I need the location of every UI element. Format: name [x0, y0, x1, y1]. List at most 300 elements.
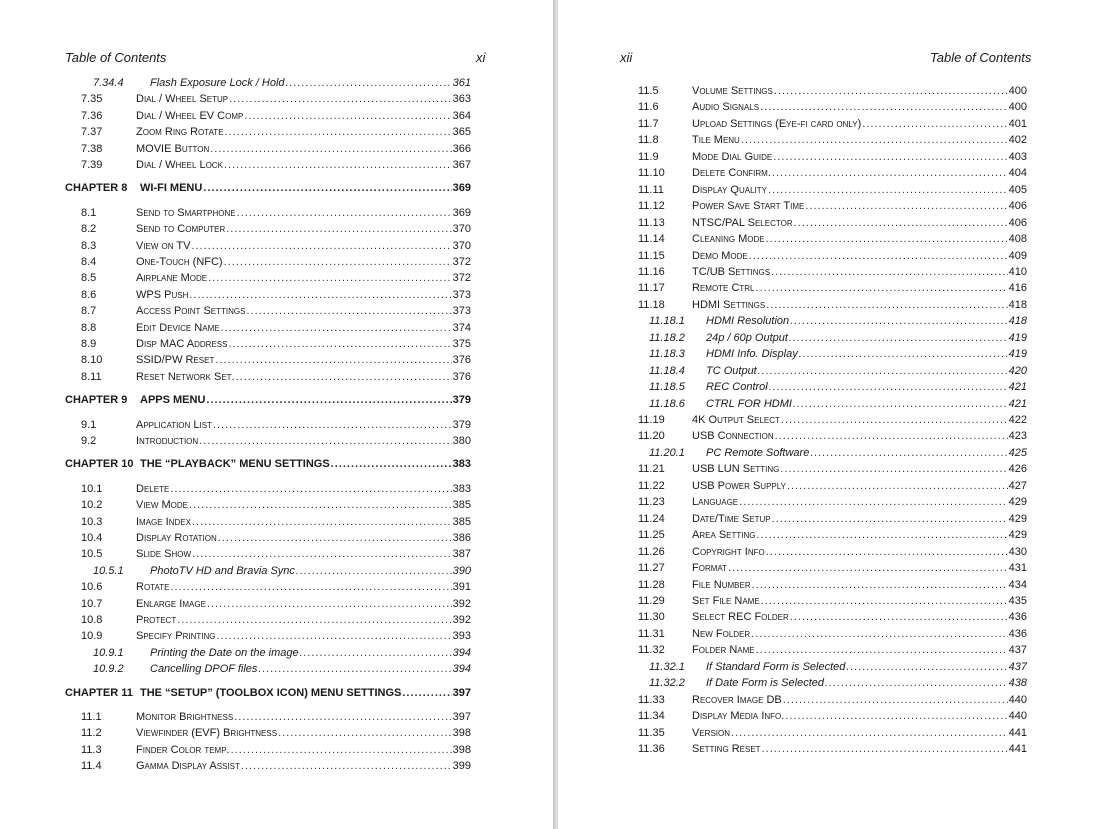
toc-entry[interactable] [638, 232, 1027, 247]
toc-entry[interactable] [638, 545, 1027, 560]
toc-entry[interactable] [93, 564, 471, 579]
toc-leader-dots [794, 216, 1008, 231]
toc-entry-number: CHAPTER 8 [65, 182, 128, 195]
toc-entry-page-number: 418 [1008, 298, 1027, 311]
toc-entry-number: 11.28 [638, 578, 665, 591]
toc-entry-title: Monitor Brightness [136, 711, 234, 723]
toc-entry-number: 11.27 [638, 562, 665, 575]
toc-entry-page-number: 373 [452, 288, 471, 301]
toc-entry-title: Setting Reset [692, 743, 761, 755]
toc-entry-number: CHAPTER 11 [65, 686, 133, 699]
toc-entry-number: 11.32 [638, 644, 665, 657]
toc-entry-page-number: 438 [1008, 677, 1027, 690]
toc-leader-dots [766, 545, 1008, 560]
toc-entry[interactable] [638, 133, 1027, 148]
toc-entry[interactable] [81, 580, 471, 595]
toc-leader-dots [758, 364, 1008, 379]
toc-entry[interactable] [638, 265, 1027, 280]
toc-entry-number: 11.33 [638, 693, 665, 706]
toc-entry[interactable] [638, 610, 1027, 625]
toc-entry-page-number: 375 [452, 338, 471, 350]
toc-entry[interactable] [81, 142, 471, 157]
toc-entry-page-number: 366 [452, 142, 471, 155]
toc-entry-number: 7.36 [81, 109, 103, 122]
toc-leader-dots [192, 547, 452, 562]
toc-entry-page-number: 394 [452, 646, 471, 659]
toc-entry-page-number: 399 [452, 760, 471, 773]
toc-entry-title: Language [692, 496, 739, 509]
toc-entry[interactable] [93, 76, 471, 91]
toc-entry-page-number: 420 [1008, 364, 1027, 377]
toc-entry-page-number: 427 [1008, 479, 1027, 492]
toc-entry[interactable] [81, 239, 471, 254]
toc-leader-dots [810, 446, 1007, 461]
toc-entry[interactable] [93, 662, 471, 677]
toc-leader-dots [741, 133, 1008, 148]
toc-entry-number: 11.14 [638, 233, 665, 246]
toc-entry-title: NTSC/PAL Selector [692, 216, 793, 229]
toc-entry-page-number: 372 [452, 256, 471, 268]
toc-entry[interactable] [638, 298, 1027, 313]
toc-entry-page-number: 440 [1008, 710, 1027, 723]
toc-entry-page-number: 400 [1008, 101, 1027, 114]
toc-entry-number: 11.18.4 [649, 364, 685, 377]
toc-entry-number: 11.29 [638, 594, 665, 607]
toc-entry[interactable] [81, 109, 471, 124]
toc-entry-page-number: 405 [1008, 183, 1027, 196]
toc-leader-dots [862, 117, 1007, 132]
toc-entry[interactable] [649, 676, 1027, 691]
toc-entry[interactable] [638, 166, 1027, 181]
toc-leader-dots [215, 353, 451, 368]
toc-leader-dots [296, 564, 452, 579]
toc-entry-page-number: 441 [1008, 726, 1027, 739]
toc-entry[interactable] [638, 528, 1027, 543]
toc-leader-dots [258, 662, 451, 677]
toc-entry[interactable] [638, 726, 1027, 741]
toc-entry-page-number: 416 [1008, 282, 1027, 295]
toc-entry-number: 11.25 [638, 529, 665, 542]
toc-leader-dots [728, 561, 1008, 576]
toc-entry-page-number: 398 [452, 743, 471, 756]
toc-entry-number: 11.16 [638, 265, 665, 278]
toc-entry[interactable] [649, 446, 1027, 461]
toc-leader-dots [300, 646, 452, 661]
toc-entry[interactable] [81, 92, 471, 107]
toc-entry-number: 8.3 [81, 239, 97, 252]
toc-entry[interactable] [638, 413, 1027, 428]
toc-entry[interactable] [81, 271, 471, 286]
toc-entry[interactable] [81, 206, 471, 221]
toc-entry-title: USB Connection [692, 430, 774, 443]
toc-entry-number: 9.2 [81, 435, 97, 447]
toc-entry-title: CTRL FOR HDMI [706, 397, 792, 410]
toc-entry-number: 11.6 [638, 101, 659, 114]
toc-entry-title: Flash Exposure Lock / Hold [150, 77, 285, 89]
toc-entry-page-number: 418 [1008, 315, 1027, 328]
toc-entry[interactable] [638, 479, 1027, 494]
toc-entry-page-number: 400 [1008, 85, 1027, 97]
left-header-title: Table of Contents [65, 50, 167, 65]
toc-leader-dots [234, 710, 451, 725]
toc-entry-page-number: 379 [452, 394, 471, 407]
toc-entry-number: CHAPTER 9 [65, 394, 128, 407]
toc-leader-dots [241, 759, 452, 774]
toc-entry[interactable] [638, 249, 1027, 264]
toc-entry[interactable] [649, 397, 1027, 412]
toc-entry[interactable] [638, 84, 1027, 99]
toc-leader-dots [757, 528, 1008, 543]
toc-entry-page-number: 374 [452, 321, 471, 334]
toc-entry-title: HDMI Settings [692, 298, 766, 311]
toc-entry-page-number: 394 [452, 663, 471, 676]
toc-entry[interactable] [638, 495, 1027, 510]
toc-entry-page-number: 422 [1008, 414, 1027, 426]
toc-entry-title: Select REC Folder [692, 611, 789, 624]
toc-entry-number: 11.22 [638, 479, 665, 492]
right-header-title: Table of Contents [930, 50, 1032, 65]
toc-entry-title: USB Power Supply [692, 479, 786, 492]
toc-chapter-entry[interactable] [65, 457, 471, 472]
toc-entry-number: 11.17 [638, 282, 665, 295]
toc-entry[interactable] [81, 353, 471, 368]
toc-entry[interactable] [81, 304, 471, 319]
toc-entry-title: Rotate [136, 581, 170, 594]
toc-leader-dots [781, 413, 1008, 428]
toc-entry[interactable] [638, 594, 1027, 609]
toc-entry[interactable] [638, 150, 1027, 165]
toc-entry-page-number: 379 [452, 418, 471, 431]
toc-leader-dots [331, 457, 452, 472]
toc-entry-title: Edit Device Name [136, 321, 220, 334]
toc-entry-page-number: 404 [1008, 167, 1027, 180]
toc-entry-page-number: 370 [452, 239, 471, 252]
toc-entry-page-number: 373 [452, 305, 471, 318]
toc-entry-page-number: 410 [1008, 265, 1027, 278]
toc-entry[interactable] [638, 117, 1027, 132]
toc-entry[interactable] [81, 629, 471, 644]
toc-entry[interactable] [638, 183, 1027, 198]
toc-entry[interactable] [638, 512, 1027, 527]
toc-entry[interactable] [638, 462, 1027, 477]
toc-entry-page-number: 425 [1008, 446, 1027, 459]
toc-entry-title: SSID/PW Reset [136, 354, 215, 367]
toc-entry-page-number: 361 [452, 77, 471, 89]
toc-entry-number: 11.13 [638, 216, 665, 229]
toc-entry[interactable] [638, 429, 1027, 444]
toc-entry-number: 11.11 [638, 183, 664, 196]
toc-entry-title: Send to Computer [136, 223, 226, 236]
toc-leader-dots [787, 479, 1008, 494]
toc-chapter-entry[interactable] [65, 181, 471, 196]
toc-entry[interactable] [81, 158, 471, 173]
toc-leader-dots [192, 515, 452, 530]
toc-leader-dots [793, 397, 1008, 412]
toc-entry[interactable] [81, 482, 471, 497]
toc-entry-page-number: 397 [452, 711, 471, 723]
toc-entry-number: 8.9 [81, 338, 97, 350]
toc-entry[interactable] [81, 370, 471, 385]
toc-entry[interactable] [638, 561, 1027, 576]
toc-entry[interactable] [638, 199, 1027, 214]
toc-entry-page-number: 419 [1008, 348, 1027, 361]
toc-entry-page-number: 393 [452, 630, 471, 643]
toc-chapter-entry[interactable] [65, 686, 471, 701]
toc-entry-title: Tile Menu [692, 134, 740, 147]
toc-entry-title: TC/UB Settings [692, 265, 771, 278]
toc-entry[interactable] [81, 531, 471, 546]
toc-entry-title: Send to Smartphone [136, 206, 236, 219]
toc-entry-title: Image Index [136, 515, 191, 528]
toc-leader-dots [751, 627, 1007, 642]
toc-entry-page-number: 419 [1008, 331, 1027, 344]
toc-entry-title: Delete [136, 482, 170, 495]
toc-leader-dots [237, 206, 452, 221]
toc-entry-number: 11.30 [638, 611, 665, 624]
toc-entry-page-number: 437 [1008, 644, 1027, 657]
toc-entry-number: 11.20 [638, 430, 665, 443]
toc-entry-title: If Standard Form is Selected [706, 660, 846, 673]
toc-entry[interactable] [81, 288, 471, 303]
toc-entry-number: 10.5 [81, 548, 103, 561]
toc-entry-number: 11.12 [638, 200, 665, 213]
toc-entry-number: 10.2 [81, 499, 103, 512]
toc-entry-number: 7.37 [81, 126, 103, 139]
toc-entry-number: 11.31 [638, 627, 665, 640]
left-page [0, 0, 553, 829]
toc-entry-number: 7.35 [81, 93, 103, 106]
toc-entry-page-number: 365 [452, 126, 471, 139]
toc-entry-number: 11.18.6 [649, 397, 685, 410]
toc-entry-number: 11.15 [638, 249, 665, 262]
toc-entry[interactable] [649, 314, 1027, 329]
toc-entry-number: 10.9.1 [93, 646, 124, 659]
toc-entry-page-number: 397 [452, 686, 471, 699]
toc-entry-number: 11.1 [81, 711, 102, 723]
toc-entry-title: Date/Time Setup [692, 512, 771, 525]
toc-entry-title: Printing the Date on the image [150, 646, 299, 659]
toc-entry-number: 10.9 [81, 630, 103, 643]
toc-entry-page-number: 390 [452, 564, 471, 577]
toc-entry-page-number: 435 [1008, 594, 1027, 607]
toc-entry-page-number: 430 [1008, 545, 1027, 558]
toc-entry-title: APPS MENU [140, 394, 206, 407]
toc-entry-number: 11.8 [638, 134, 659, 147]
toc-entry-page-number: 369 [452, 182, 471, 195]
toc-entry-page-number: 364 [452, 109, 471, 122]
toc-entry-number: 8.2 [81, 223, 97, 236]
toc-entry[interactable] [81, 498, 471, 513]
toc-entry-page-number: 385 [452, 499, 471, 512]
toc-leader-dots [773, 150, 1007, 165]
toc-entry[interactable] [638, 578, 1027, 593]
toc-entry-title: Display Rotation [136, 532, 217, 544]
toc-entry-page-number: 383 [452, 482, 471, 495]
toc-entry-number: 11.18.2 [649, 331, 685, 344]
toc-entry-number: 11.3 [81, 743, 102, 756]
toc-entry-number: 11.24 [638, 512, 665, 525]
toc-entry[interactable] [638, 709, 1027, 724]
toc-entry[interactable] [81, 515, 471, 530]
toc-entry[interactable] [81, 434, 471, 449]
toc-entry-number: 10.8 [81, 614, 103, 626]
toc-entry-number: 11.18.3 [649, 348, 685, 361]
toc-entry[interactable] [81, 222, 471, 237]
right-header-page-number: xii [620, 50, 633, 65]
toc-entry[interactable] [81, 337, 471, 352]
toc-entry-title: Remote Ctrl [692, 282, 755, 295]
toc-leader-dots [766, 298, 1007, 313]
toc-entry[interactable] [81, 418, 471, 433]
toc-leader-dots [402, 686, 451, 701]
toc-entry-title: File Number [692, 578, 751, 591]
toc-entry[interactable] [638, 643, 1027, 658]
toc-leader-dots [783, 693, 1008, 708]
toc-entry-number: 8.10 [81, 354, 103, 367]
toc-leader-dots [206, 393, 451, 408]
toc-entry-number: 11.18.1 [649, 315, 685, 328]
toc-entry[interactable] [81, 255, 471, 270]
toc-entry-title: Protect [136, 614, 177, 626]
toc-entry-page-number: 363 [452, 93, 471, 106]
toc-entry-number: 10.1 [81, 482, 103, 495]
toc-entry-number: 8.1 [81, 206, 97, 219]
toc-leader-dots [231, 743, 452, 758]
toc-entry[interactable] [638, 216, 1027, 231]
toc-entry-number: 10.4 [81, 532, 103, 544]
toc-entry-number: 11.4 [81, 760, 102, 773]
toc-entry[interactable] [81, 597, 471, 612]
toc-entry-title: Disp MAC Address [136, 338, 228, 350]
toc-entry-page-number: 398 [452, 727, 471, 740]
toc-entry-page-number: 426 [1008, 463, 1027, 476]
toc-entry-title: PC Remote Software [706, 446, 810, 459]
toc-entry[interactable] [649, 331, 1027, 346]
toc-leader-dots [846, 660, 1007, 675]
toc-leader-dots [731, 726, 1008, 741]
toc-leader-dots [224, 255, 452, 270]
toc-leader-dots [177, 613, 451, 628]
toc-entry[interactable] [93, 646, 471, 661]
toc-entry-page-number: 376 [452, 370, 471, 383]
toc-leader-dots [203, 181, 451, 196]
toc-leader-dots [228, 337, 451, 352]
right-page [558, 0, 1110, 829]
toc-entry-number: 10.9.2 [93, 663, 124, 676]
toc-entry-page-number: 392 [452, 614, 471, 626]
toc-entry-number: 8.8 [81, 321, 97, 334]
toc-entry-page-number: 429 [1008, 529, 1027, 542]
toc-entry-number: 7.38 [81, 142, 103, 155]
toc-entry-page-number: 421 [1008, 397, 1027, 410]
toc-entry-title: Upload Settings (Eye-fi card only) [692, 117, 862, 130]
toc-entry-page-number: 409 [1008, 249, 1027, 262]
toc-entry[interactable] [649, 380, 1027, 395]
toc-entry[interactable] [649, 660, 1027, 675]
toc-entry[interactable] [81, 547, 471, 562]
toc-entry-title: Power Save Start Time [692, 200, 805, 213]
toc-entry-title: New Folder [692, 627, 751, 640]
toc-entry-page-number: 403 [1008, 150, 1027, 163]
toc-entry[interactable] [638, 100, 1027, 115]
toc-entry-number: 11.18 [638, 298, 665, 311]
toc-entry[interactable] [649, 364, 1027, 379]
toc-chapter-entry[interactable] [65, 393, 471, 408]
toc-leader-dots [769, 380, 1008, 395]
toc-entry[interactable] [638, 742, 1027, 757]
toc-entry-number: 11.23 [638, 496, 665, 509]
toc-entry-page-number: 370 [452, 223, 471, 236]
toc-entry-title: Enlarge Image [136, 597, 206, 610]
toc-entry-number: 8.7 [81, 305, 97, 318]
toc-entry-number: 11.36 [638, 743, 665, 755]
toc-entry[interactable] [81, 321, 471, 336]
toc-leader-dots [760, 100, 1008, 115]
toc-entry-number: 7.34.4 [93, 77, 124, 89]
toc-entry[interactable] [81, 710, 471, 725]
toc-entry-number: 11.34 [638, 710, 665, 723]
toc-entry-title: THE “SETUP” (TOOLBOX ICON) MENU SETTINGS [140, 686, 402, 699]
toc-leader-dots [772, 512, 1008, 527]
toc-leader-dots [286, 76, 452, 91]
toc-entry-page-number: 431 [1008, 562, 1027, 575]
toc-leader-dots [226, 222, 451, 237]
toc-leader-dots [805, 199, 1007, 214]
toc-entry[interactable] [81, 759, 471, 774]
toc-entry-title: THE “PLAYBACK” MENU SETTINGS [140, 458, 330, 471]
toc-entry-page-number: 385 [452, 515, 471, 528]
toc-entry-page-number: 434 [1008, 578, 1027, 591]
toc-entry-number: 11.18.5 [649, 381, 685, 394]
toc-entry[interactable] [638, 693, 1027, 708]
toc-entry-number: 8.6 [81, 288, 97, 301]
toc-entry[interactable] [81, 726, 471, 741]
toc-entry-title: WPS Push [136, 288, 189, 301]
toc-entry-title: Airplane Mode [136, 272, 208, 285]
toc-entry-page-number: 406 [1008, 216, 1027, 229]
toc-entry[interactable] [81, 125, 471, 140]
toc-entry-number: 11.32.2 [649, 677, 685, 690]
toc-entry-page-number: 406 [1008, 200, 1027, 213]
toc-leader-dots [768, 183, 1008, 198]
toc-entry-title: Area Setting [692, 529, 756, 542]
toc-leader-dots [218, 531, 452, 546]
toc-entry[interactable] [638, 281, 1027, 296]
toc-leader-dots [799, 347, 1008, 362]
toc-entry-title: Demo Mode [692, 249, 748, 262]
toc-entry-number: 11.26 [638, 545, 665, 558]
toc-entry-title: View Mode [136, 499, 189, 512]
toc-entry-page-number: 380 [452, 435, 471, 447]
toc-entry[interactable] [81, 613, 471, 628]
toc-entry-title: Zoom Ring Rotate [136, 126, 224, 139]
toc-entry-page-number: 437 [1008, 660, 1027, 673]
toc-entry-title: PhotoTV HD and Bravia Sync [150, 564, 295, 577]
toc-leader-dots [790, 610, 1008, 625]
toc-entry-title: Finder Color temp. [136, 743, 230, 756]
toc-entry-number: 11.9 [638, 150, 659, 163]
toc-entry-title: Application List [136, 418, 212, 431]
toc-entry-title: HDMI Resolution [706, 315, 790, 328]
toc-entry[interactable] [638, 627, 1027, 642]
toc-entry-number: 11.7 [638, 117, 659, 130]
toc-entry-title: MOVIE Button [136, 142, 210, 155]
toc-entry[interactable] [649, 347, 1027, 362]
toc-entry-page-number: 436 [1008, 611, 1027, 624]
toc-leader-dots [210, 142, 451, 157]
toc-entry[interactable] [81, 743, 471, 758]
toc-leader-dots [785, 709, 1007, 724]
